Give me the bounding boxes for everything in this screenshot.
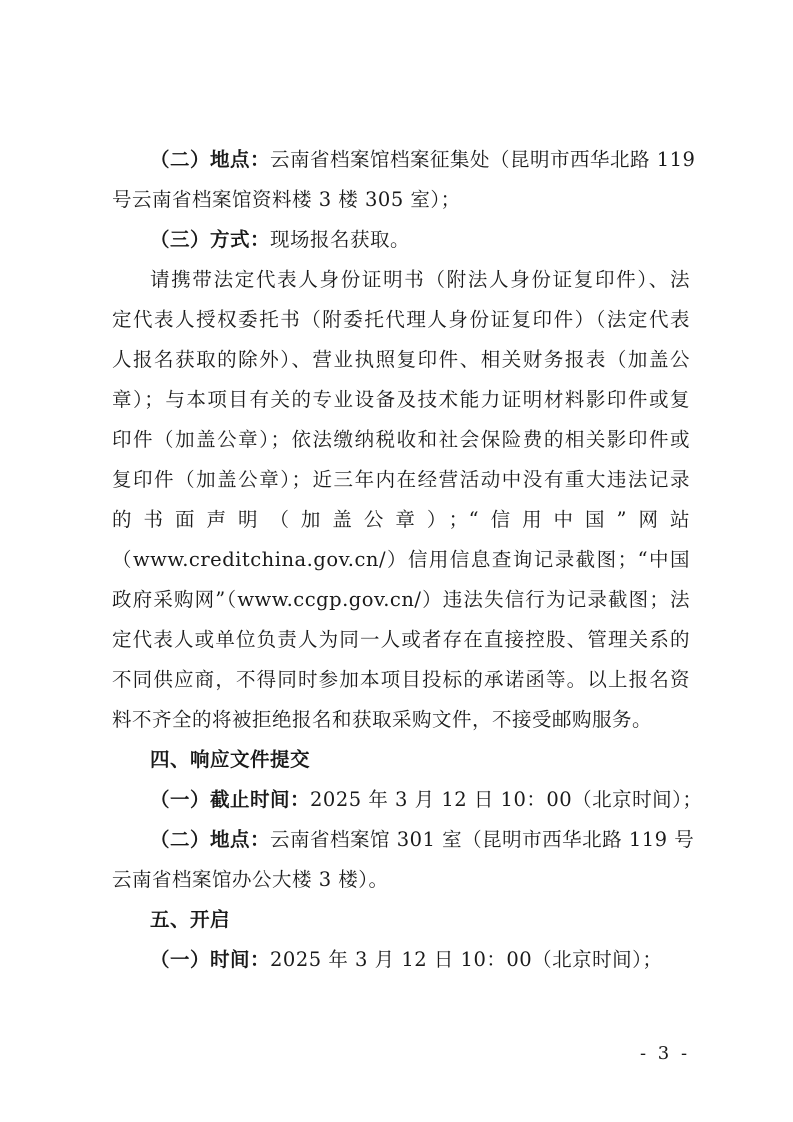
opening-time-text: 2025 年 3 月 12 日 10：00（北京时间）； [270,948,663,971]
requirements-line: 定代表人授权委托书（附委托代理人身份证复印件）（法定代表 [112,308,690,331]
requirements-line: 料不齐全的将被拒绝报名和获取采购文件，不接受邮购服务。 [112,708,653,731]
requirements-line: 人报名获取的除外）、营业执照复印件、相关财务报表（加盖公 [112,348,690,371]
requirements-line: 定代表人或单位负责人为同一人或者存在直接控股、管理关系的 [112,628,690,651]
location-line-2: 号云南省档案馆资料楼 3 楼 305 室）； [112,188,461,211]
requirements-line: 的书面声明（加盖公章）；“信用中国”网站 [112,508,690,531]
submission-location-line-2: 云南省档案馆办公大楼 3 楼）。 [112,868,389,891]
deadline-label: （一）截止时间： [150,788,311,811]
location-line-1 [150,148,696,172]
page-number: - 3 - [640,1043,691,1064]
requirements-line: 章）；与本项目有关的专业设备及技术能力证明材料影印件或复 [112,388,690,411]
deadline-line [150,788,703,812]
method-text: 现场报名获取。 [270,228,411,251]
deadline-text: 2025 年 3 月 12 日 10：00（北京时间）； [310,788,703,811]
requirements-line: 请携带法定代表人身份证明书（附法人身份证复印件）、法 [150,268,690,291]
location-label: （二）地点： [150,148,271,171]
requirements-line: 不同供应商，不得同时参加本项目投标的承诺函等。以上报名资 [112,668,690,691]
submission-location-line-1 [150,828,695,852]
method-label: （三）方式： [150,228,271,251]
opening-time-line [150,948,690,972]
location-text-1: 云南省档案馆档案征集处（昆明市西华北路 119 [270,148,696,171]
requirements-line: 复印件（加盖公章）；近三年内在经营活动中没有重大违法记录 [112,468,690,491]
method-line [150,228,690,252]
section-heading-submission: 四、响应文件提交 [150,748,311,771]
section-heading-opening: 五、开启 [150,908,231,931]
requirements-line: 政府采购网”（www.ccgp.gov.cn/）违法失信行为记录截图；法 [112,588,690,611]
requirements-line: （www.creditchina.gov.cn/）信用信息查询记录截图；“中国 [112,548,690,571]
submission-location-label: （二）地点： [150,828,271,851]
opening-time-label: （一）时间： [150,948,271,971]
requirements-line: 印件（加盖公章）；依法缴纳税收和社会保险费的相关影印件或 [112,428,690,451]
submission-location-text-1: 云南省档案馆 301 室（昆明市西华北路 119 号 [270,828,695,851]
